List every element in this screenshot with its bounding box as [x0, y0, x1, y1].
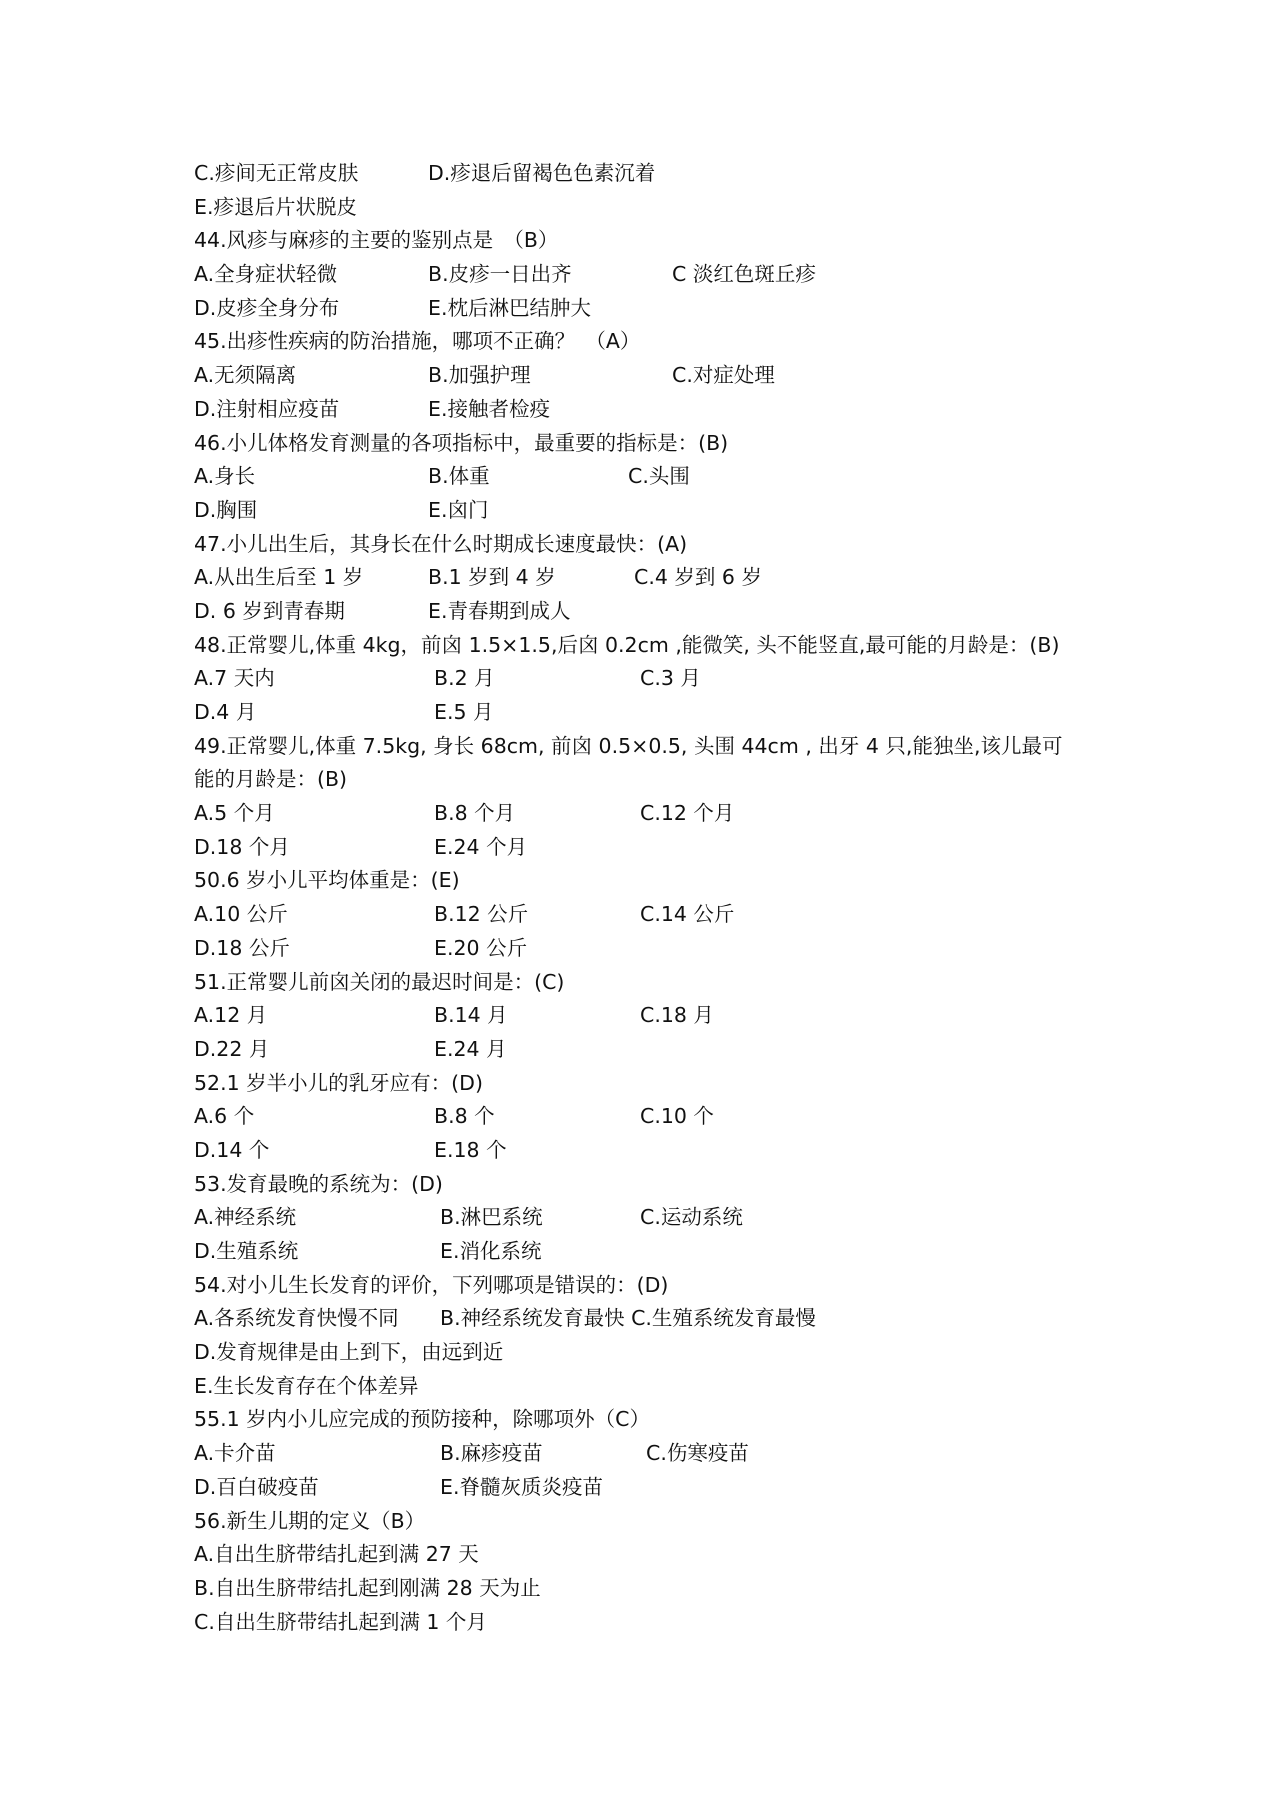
- option-text: A.身长: [194, 464, 256, 489]
- question-text: 55.1 岁内小儿应完成的预防接种，除哪项外（C）: [194, 1407, 650, 1432]
- option-line: [194, 1336, 1114, 1370]
- option-text: C.疹间无正常皮肤: [194, 161, 359, 185]
- option-line: [194, 292, 1114, 326]
- option-line: [194, 898, 1114, 932]
- option-text: E.24 月: [434, 1036, 507, 1061]
- option-text: A.从出生后至 1 岁: [194, 565, 364, 590]
- question-line: [194, 629, 1114, 663]
- option-text: C.10 个: [640, 1104, 714, 1129]
- option-line: [194, 1572, 1114, 1606]
- option-text: B.麻疹疫苗: [440, 1441, 543, 1466]
- option-text: E.枕后淋巴结肿大: [428, 295, 591, 320]
- option-text: A.12 月: [194, 1003, 268, 1028]
- question-text: 50.6 岁小儿平均体重是：(E): [194, 868, 460, 893]
- option-text: A.7 天内: [194, 666, 275, 691]
- option-line: [194, 1134, 1114, 1168]
- option-line: [194, 999, 1114, 1033]
- option-line: [194, 1437, 1114, 1471]
- question-text: 45.出疹性疾病的防治措施，哪项不正确？ （A）: [194, 329, 641, 354]
- option-text: B.加强护理: [428, 363, 531, 388]
- option-text: D.18 公斤: [194, 935, 290, 960]
- option-text: C.运动系统: [640, 1205, 743, 1230]
- option-text: A.无须隔离: [194, 363, 297, 388]
- question-text: 49.正常婴儿,体重 7.5kg, 身长 68cm, 前囟 0.5×0.5, 头围 44cm , 出牙 4 只,能独坐,该儿最可: [194, 733, 1063, 758]
- option-text: C.12 个月: [640, 801, 735, 826]
- option-text: E.接触者检疫: [428, 396, 550, 421]
- question-text: 51.正常婴儿前囟关闭的最迟时间是：(C): [194, 969, 565, 994]
- option-text: B.8 个: [434, 1104, 495, 1129]
- option-text: E.囟门: [428, 497, 489, 522]
- option-line: [194, 460, 1114, 494]
- option-text: A.神经系统: [194, 1205, 297, 1230]
- option-line: [194, 393, 1114, 427]
- question-line: [194, 1067, 1114, 1101]
- option-text: A.卡介苗: [194, 1441, 276, 1466]
- option-line: [194, 1302, 1114, 1336]
- option-text: B.神经系统发育最快 C.生殖系统发育最慢: [440, 1306, 816, 1331]
- question-line: [194, 427, 1114, 461]
- option-line: [194, 1235, 1114, 1269]
- option-text: D.疹退后留褐色色素沉着: [428, 161, 656, 185]
- option-line: [194, 494, 1114, 528]
- document-page: [194, 157, 1114, 1639]
- option-line: [194, 1033, 1114, 1067]
- option-text: B.淋巴系统: [440, 1205, 543, 1230]
- option-text: E.脊髓灰质炎疫苗: [440, 1474, 603, 1499]
- option-text: D.4 月: [194, 700, 257, 724]
- option-text: E.消化系统: [440, 1239, 542, 1263]
- question-line: [194, 864, 1114, 898]
- question-line: [194, 528, 1114, 562]
- option-line: [194, 797, 1114, 831]
- option-text: C.对症处理: [672, 363, 775, 388]
- question-line: [194, 730, 1114, 764]
- question-line: [194, 1269, 1114, 1303]
- option-line: [194, 1100, 1114, 1134]
- option-text: B.12 公斤: [434, 902, 529, 927]
- option-line: [194, 1201, 1114, 1235]
- option-text: D.发育规律是由上到下，由远到近: [194, 1340, 504, 1365]
- option-text: C.自出生脐带结扎起到满 1 个月: [194, 1609, 487, 1634]
- option-text: D.22 月: [194, 1036, 270, 1061]
- option-line: [194, 763, 1114, 797]
- option-text: A.自出生脐带结扎起到满 27 天: [194, 1542, 479, 1567]
- option-text: C.4 岁到 6 岁: [634, 565, 762, 590]
- option-text: D.生殖系统: [194, 1239, 299, 1263]
- option-line: [194, 157, 1114, 191]
- option-text: D.14 个: [194, 1137, 270, 1162]
- question-text: 46.小儿体格发育测量的各项指标中，最重要的指标是：(B): [194, 430, 729, 455]
- option-line: [194, 1538, 1114, 1572]
- option-line: [194, 1370, 1114, 1404]
- question-text: 44.风疹与麻疹的主要的鉴别点是 （B）: [194, 228, 559, 253]
- option-text: B.8 个月: [434, 801, 516, 826]
- option-text: A.全身症状轻微: [194, 262, 338, 287]
- option-line: [194, 1606, 1114, 1640]
- option-line: [194, 359, 1114, 393]
- option-line: [194, 831, 1114, 865]
- option-text: C 淡红色斑丘疹: [672, 262, 816, 287]
- option-text: A.10 公斤: [194, 902, 288, 927]
- question-line: [194, 1505, 1114, 1539]
- option-text: E.生长发育存在个体差异: [194, 1373, 419, 1398]
- option-text: D.百白破疫苗: [194, 1474, 319, 1499]
- option-text: B.皮疹一日出齐: [428, 262, 572, 287]
- question-text: 53.发育最晚的系统为：(D): [194, 1171, 443, 1196]
- question-line: [194, 1168, 1114, 1202]
- option-line: [194, 595, 1114, 629]
- option-text: E.20 公斤: [434, 935, 528, 960]
- option-line: [194, 561, 1114, 595]
- question-text: 52.1 岁半小儿的乳牙应有：(D): [194, 1070, 483, 1095]
- option-text: B.1 岁到 4 岁: [428, 565, 556, 590]
- option-line: [194, 191, 1114, 225]
- question-line: [194, 966, 1114, 1000]
- option-text: C.3 月: [640, 666, 701, 691]
- option-text: C.伤寒疫苗: [646, 1441, 749, 1466]
- option-text: E.5 月: [434, 700, 494, 724]
- question-text: 48.正常婴儿,体重 4kg，前囟 1.5×1.5,后囟 0.2cm ,能微笑, 头不能竖直,最可能的月龄是：(B): [194, 632, 1060, 657]
- option-text: D.胸围: [194, 497, 258, 522]
- option-line: [194, 258, 1114, 292]
- option-text: A.6 个: [194, 1104, 255, 1129]
- option-text: B.自出生脐带结扎起到刚满 28 天为止: [194, 1575, 541, 1600]
- option-text: D. 6 岁到青春期: [194, 598, 345, 623]
- option-text: C.14 公斤: [640, 902, 735, 927]
- option-text: 能的月龄是：(B): [194, 767, 348, 792]
- question-line: [194, 325, 1114, 359]
- option-text: C.头围: [628, 464, 690, 489]
- option-text: B.2 月: [434, 666, 495, 691]
- question-text: 56.新生儿期的定义（B）: [194, 1508, 426, 1533]
- option-text: D.注射相应疫苗: [194, 396, 340, 421]
- option-text: C.18 月: [640, 1003, 714, 1028]
- option-text: E.24 个月: [434, 834, 528, 859]
- option-text: D.18 个月: [194, 834, 290, 859]
- option-text: E.青春期到成人: [428, 598, 571, 623]
- option-text: A.5 个月: [194, 801, 275, 826]
- question-line: [194, 224, 1114, 258]
- option-text: B.14 月: [434, 1003, 508, 1028]
- option-text: A.各系统发育快慢不同: [194, 1306, 399, 1331]
- option-line: [194, 696, 1114, 730]
- option-text: E.疹退后片状脱皮: [194, 194, 357, 219]
- option-text: D.皮疹全身分布: [194, 295, 340, 320]
- question-line: [194, 1403, 1114, 1437]
- question-text: 47.小儿出生后，其身长在什么时期成长速度最快：(A): [194, 531, 688, 556]
- option-line: [194, 662, 1114, 696]
- option-line: [194, 1471, 1114, 1505]
- option-line: [194, 932, 1114, 966]
- option-text: B.体重: [428, 464, 490, 489]
- question-text: 54.对小儿生长发育的评价，下列哪项是错误的：(D): [194, 1272, 669, 1297]
- option-text: E.18 个: [434, 1137, 507, 1162]
